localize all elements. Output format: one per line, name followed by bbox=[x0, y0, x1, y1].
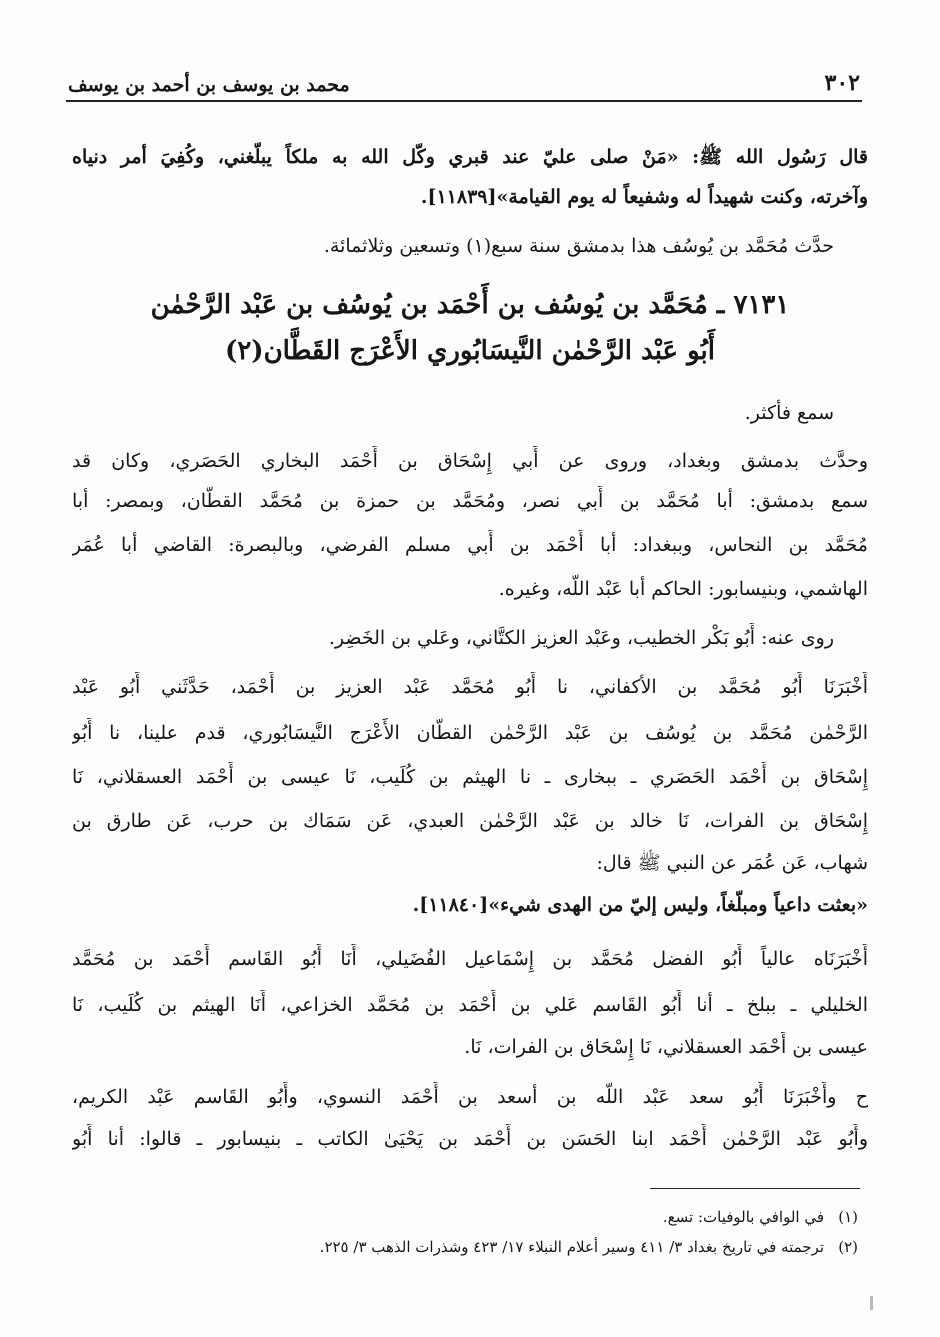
text-line: أَخْبَرَنَاه عالياً أَبُو الفضل مُحَمَّد بن إِسْمَاعيل الفُضَيلي، أَنَا أَبُو القَاسم أَحْمَد بن مُحَمَّد bbox=[72, 948, 868, 970]
text-line: وآخرته، وكنت شهيداً له وشفيعاً له يوم القيامة»[١١٨٣٩]. bbox=[420, 186, 868, 208]
text-line: شهاب، عَن عُمَر عن النبي ﷺ قال: bbox=[596, 852, 868, 874]
page-number: ٣٠٢ bbox=[824, 70, 860, 96]
text-line: أَخْبَرَنَا أَبُو مُحَمَّد بن الأكفاني، نا أَبُو مُحَمَّد عَبْد العزيز بن أَحْمَد، حَدَّثَني أَبُو عَبْد bbox=[72, 676, 868, 698]
text-line: ح وأَخْبَرَنَا أَبُو سعد عَبْد اللَّه بن أسعد بن أَحْمَد النسوي، وأَبُو القَاسم عَبْد الكريم، bbox=[72, 1086, 868, 1108]
running-title: محمد بن يوسف بن أحمد بن يوسف bbox=[68, 74, 350, 96]
footnote-number: (١) bbox=[838, 1208, 858, 1226]
text-line: الرَّحْمٰن مُحَمَّد بن يُوسُف بن عَبْد الرَّحْمٰن القطَّان الأَعْرَج النَّيسَابُوري، قدم علينا، نا أَبُو bbox=[72, 722, 868, 744]
text-line: عيسى بن أَحْمَد العسقلاني، نَا إِسْحَاق بن الفرات، نَا. bbox=[464, 1036, 868, 1058]
text-line: الخليلي ـ ببلخ ـ أنا أَبُو القَاسم عَلي بن أَحْمَد بن مُحَمَّد الخزاعي، أَنَا الهيثم بن كُلَيب، نَا bbox=[72, 994, 868, 1016]
text-line: قال رَسُول الله ﷺ: «مَنْ صلى عليّ عند قبري وكّل الله به ملكاً يبلّغني، وكُفِيَ أمر دنياه bbox=[72, 146, 868, 168]
text-line: مُحَمَّد بن النحاس، وببغداد: أبا أَحْمَد بن أَبي مسلم الفرضي، وبالبصرة: القاضي أبا عُمَر bbox=[72, 534, 868, 556]
text-line: حدَّث مُحَمَّد بن يُوسُف هذا بدمشق سنة سبع(١) وتسعين وثلاثمائة. bbox=[323, 235, 834, 257]
footnote-rule bbox=[650, 1188, 860, 1189]
text-line: إِسْحَاق بن الفرات، نَا خالد بن عَبْد الرَّحْمٰن العبدي، عَن سَمَاك بن حرب، عَن طارق بن bbox=[72, 810, 868, 832]
entry-title: ٧١٣١ ـ مُحَمَّد بن يُوسُف بن أَحْمَد بن يُوسُف بن عَبْد الرَّحْمٰن bbox=[150, 290, 790, 320]
header-rule bbox=[66, 100, 862, 102]
page-header bbox=[68, 62, 860, 96]
text-line: إِسْحَاق بن أَحْمَد الحَصَري ـ ببخارى ـ نا الهيثم بن كُلَيب، نَا عيسى بن أَحْمَد العسقلاني، نَا bbox=[72, 766, 868, 788]
footnote-text: ترجمته في تاريخ بغداد ٣/ ٤١١ وسير أعلام النبلاء ١٧/ ٤٢٣ وشذرات الذهب ٣/ ٢٢٥. bbox=[319, 1238, 824, 1256]
text-line: وحدَّث بدمشق وبغداد، وروى عن أَبي إِسْحَاق بن أَحْمَد البخاري الحَصَري، وكان قد bbox=[72, 450, 868, 472]
text-line: سمع بدمشق: أبا مُحَمَّد بن أَبي نصر، ومُحَمَّد بن حمزة بن مُحَمَّد القطَّان، وبمصر: أبا bbox=[72, 490, 868, 512]
footnote-text: في الوافي بالوفيات: تسع. bbox=[662, 1208, 824, 1226]
text-line: وأَبُو عَبْد الرَّحْمٰن أَحْمَد ابنا الحَسَن بن أَحْمَد بن يَحْيَىٰ الكاتب ـ بنيسابور ـ قالوا: أنا أَبُو bbox=[72, 1128, 868, 1150]
text-line: سمع فأكثر. bbox=[744, 402, 834, 424]
footnote bbox=[663, 1208, 858, 1226]
footnote-number: (٢) bbox=[838, 1238, 858, 1256]
hadith-quote: «بعثت داعياً ومبلّغاً، وليس إليّ من الهدى شيء»[١١٨٤٠]. bbox=[412, 894, 868, 916]
text-line: الهاشمي، وبنيسابور: الحاكم أبا عَبْد اللَّه، وغيره. bbox=[498, 578, 868, 600]
entry-subtitle: أَبُو عَبْد الرَّحْمٰن النَّيسَابُوري الأَعْرَج القَطَّان(٢) bbox=[225, 336, 715, 366]
text-line: روى عنه: أَبُو بَكْر الخطيب، وعَبْد العزيز الكتَّاني، وعَلي بن الخَضِر. bbox=[328, 627, 834, 649]
scan-mark bbox=[870, 1296, 873, 1310]
footnote bbox=[320, 1238, 858, 1256]
